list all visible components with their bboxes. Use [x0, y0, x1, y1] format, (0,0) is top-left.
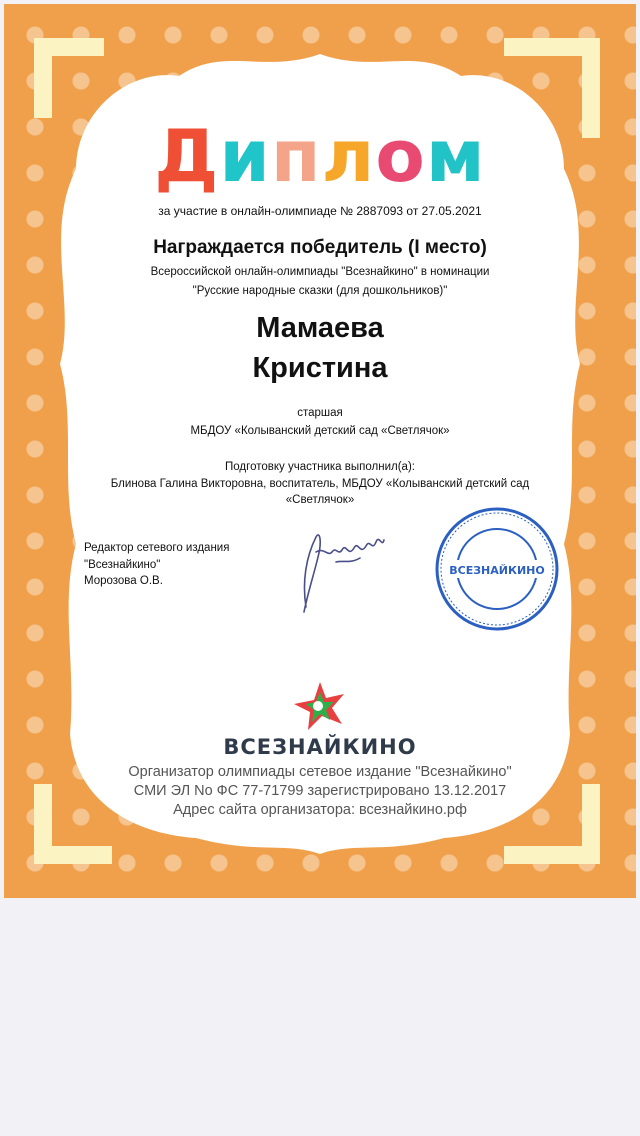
diploma-certificate [4, 4, 636, 898]
preparer-line-1: Блинова Галина Викторовна, воспитатель, МБДОУ «Колыванский детский сад [110, 478, 530, 490]
winner-first-name: Кристина [252, 352, 388, 384]
vseznaykino-logo-icon [288, 680, 352, 732]
award-description-line-2: "Русские народные сказки (для дошкольников)" [192, 285, 448, 297]
editor-publication: "Всезнайкино" [84, 559, 161, 571]
footer-website: Адрес сайта организатора: всезнайкино.рф [173, 802, 467, 818]
signature-image [276, 512, 396, 622]
footer-organizer: Организатор олимпиады сетевое издание "Всезнайкино" [128, 764, 512, 780]
round-stamp [432, 504, 562, 634]
editor-name: Морозова О.В. [84, 575, 163, 587]
organization-name: МБДОУ «Колыванский детский сад «Светлячок» [190, 425, 450, 437]
winner-surname: Мамаева [256, 312, 384, 344]
title-letter: п [270, 114, 322, 198]
preparer-line-2: «Светлячок» [285, 494, 355, 506]
editor-title: Редактор сетевого издания [84, 542, 230, 554]
participation-line: за участие в онлайн-олимпиаде № 2887093 от 27.05.2021 [158, 204, 482, 218]
diploma-title [4, 116, 636, 196]
title-letter: м [425, 114, 486, 198]
award-description-line-1: Всероссийской онлайн-олимпиады "Всезнайкино" в номинации [150, 266, 490, 278]
footer-registration: СМИ ЭЛ No ФС 77-71799 зарегистрировано 13.12.2017 [133, 783, 507, 799]
logo-wordmark: ВСЕЗНАЙКИНО [223, 735, 417, 759]
title-letter: Д [154, 114, 220, 198]
stamp-text: ВСЕЗНАЙКИНО [449, 564, 545, 577]
title-letter: л [321, 114, 376, 198]
group-name: старшая [297, 407, 343, 419]
title-letter: и [219, 114, 271, 198]
award-heading: Награждается победитель (I место) [153, 237, 487, 258]
title-letter: о [375, 114, 426, 198]
preparer-label: Подготовку участника выполнил(а): [225, 461, 415, 473]
